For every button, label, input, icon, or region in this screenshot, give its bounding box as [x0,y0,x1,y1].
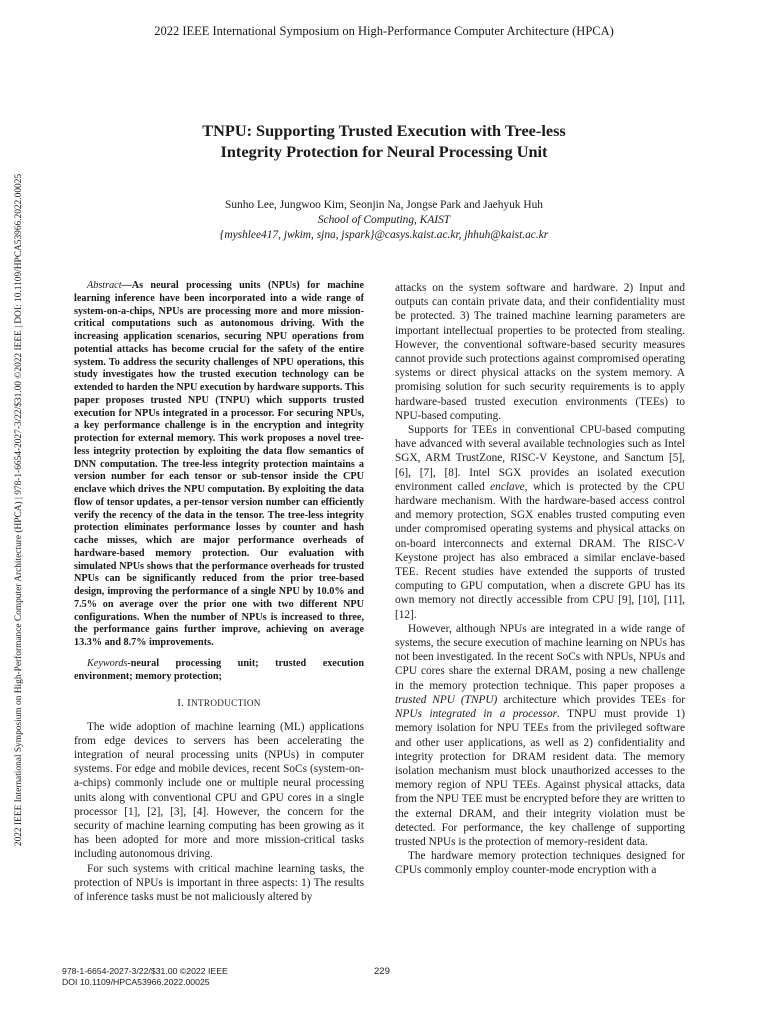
right-paragraph-3 [395,622,685,849]
text-span: , which is protected by the CPU hardware mechanism. With the hardware-based access control and memory protection, SGX enables trusted computing even under compromised operating systems and physical attacks on on-board interconnects and external DRAM. The RISC-V Keystone project has also embraced a similar enclave-based TEE. Recent studies have extended the supports of trusted computing to GPU computation, when a discrete GPU has its own memory not directly accessible from CPU [9], [10], [11], [12]. [395,480,685,621]
sidebar-text: 2022 IEEE International Symposium on High-Performance Computer Architecture (HPCA) | 978-1-6654-2027-3/22/$31.00 ©2022 IEEE | DOI: 10.1109/HPCA53966.2022.00025 [14,173,24,847]
paper-title [0,120,768,162]
affiliation: School of Computing, KAIST [317,214,451,226]
footer-copyright [62,966,228,988]
intro-paragraph-2: For such systems with critical machine learning tasks, the protection of NPUs is important in three aspects: 1) The results of inference tasks must be not maliciously altered by [74,862,364,904]
left-column [74,280,364,904]
footer-doi: DOI 10.1109/HPCA53966.2022.00025 [62,977,210,987]
right-paragraph-2 [395,423,685,622]
emphasis-integrated: NPUs integrated in a processor [395,708,557,721]
text-span: . TNPU must provide 1) memory isolation for NPU TEEs from the privileged software and other user applications, as well as 2) confidentiality and integrity protection for DRAM resident data. The memory isolation mechanism must block unauthorized accesses to the memory region of NPU TEEs. Against physical attacks, data from the NPU TEE must be encrypted before they are written to the external DRAM, and their integrity violation must be detected. For performance, the key challenge of supporting trusted NPUs is the protection of memory-resident data. [395,708,686,848]
page-number: 229 [374,966,390,977]
section-title-rest: NTRODUCTION [191,698,261,709]
section-number: I. [177,697,185,710]
text-span: Supports for TEEs in conventional CPU-based computing have advanced with several available technologies such as Intel SGX, ARM TrustZone, RISC-V Keystone, and Sanctum [5], [6], [7], [8]. Intel SGX provides an isolated execution environment called [395,424,685,493]
section-heading-introduction [74,697,364,710]
title-line-2: Integrity Protection for Neural Processing Unit [220,142,548,161]
intro-paragraph-1: The wide adoption of machine learning (ML) applications from edge devices to servers has been accelerating the integration of neural processing units (NPUs) in computer systems. For edge and mobile devices, recent SoCs (system-on-a-chips) commonly include one or multiple neural processing units along with conventional CPU and GPU cores in a single processor [1], [2], [3], [4]. However, the concern for the security of machine learning computing has been growing as it has been adopted for more and more mission-critical tasks including autonomous driving. [74,720,364,861]
footer-isbn: 978-1-6654-2027-3/22/$31.00 ©2022 IEEE [62,966,228,976]
emphasis-tnpu: trusted NPU (TNPU) [395,693,498,706]
conference-header: 2022 IEEE International Symposium on High-Performance Computer Architecture (HPCA) [154,24,614,38]
right-paragraph-1: attacks on the system software and hardware. 2) Input and outputs can contain private data, and their confidentiality must be protected. 3) The trained machine learning parameters are important intellectual properties to be protected from stealing. However, the conventional software-based security measures cannot provide such protections against compromised operating systems or direct physical attacks on the system memory. A promising solution for such security requirements is to apply hardware-based trusted execution environments (TEEs) to NPU-based computing. [395,282,685,422]
abstract-text: —As neural processing units (NPUs) for machine learning inference have been incorporated into a wide range of system-on-a-chips, NPUs are processing more and more mission-critical computations such as autonomous driving. With the increasing application scenarios, securing NPU operations from potential attacks has become crucial for the safety of the entire system. To address the security challenges of NPU operations, this study investigates how the trusted execution technology can be extended to harden the NPU execution by hardware supports. This paper proposes trusted NPU (TNPU) which supports trusted execution for NPUs integrated in a processor. For securing NPUs, a key performance challenge is in the encryption and integrity protection for external memory. This work proposes a novel tree-less integrity protection by exploiting the data flow semantics of DNN computation. The tree-less integrity protection maintains a version number for each tensor or sub-tensor inside the CPU enclave which drives the NPU computation. By exploiting the data flow of tensor updates, a per-tensor version number can efficiently verify the recency of the data in the tensor. The tree-less integrity protection eliminates performance losses by counter and hash cache misses, which are major performance overheads of hardware-based memory protection. Our evaluation with simulated NPUs shows that the performance overheads for trusted NPUs can be significantly reduced from the prior tree-based design, improving the performance of a single NPU by 10.0% and 7.5% on average over the prior one with two different NPU configurations. When the number of NPUs is increased to three, the performance gains further improve, achieving on average 13.3% and 8.7% improvements. [74,280,364,648]
keywords-text: -neural processing unit; trusted execution environment; memory protection; [74,657,364,682]
author-block [0,198,768,243]
abstract-label: Abstract [87,280,122,291]
author-names: Sunho Lee, Jungwoo Kim, Seonjin Na, Jongse Park and Jaehyuk Huh [225,199,543,211]
keywords-label: Keywords [87,657,128,669]
abstract [74,280,364,650]
text-span: However, although NPUs are integrated in a wide range of systems, the secure execution of machine learning on NPUs has not been investigated. In the recent SoCs with NPUs, NPUs and CPU cores share the external DRAM, posing a new challenge in the memory protection technique. This paper proposes a [395,622,685,692]
title-line-1: TNPU: Supporting Trusted Execution with Tree-less [202,121,566,140]
keywords [74,658,364,684]
section-initial: I [187,697,192,710]
author-emails: {myshlee417, jwkim, sjna, jspark}@casys.kaist.ac.kr, jhhuh@kaist.ac.kr [219,229,549,241]
right-paragraph-4: The hardware memory protection techniques designed for CPUs commonly employ counter-mode encryption with a [395,850,685,877]
doi-sidebar [14,138,28,882]
right-column [395,281,685,878]
emphasis-enclave: enclave [490,480,525,493]
text-span: architecture which provides TEEs for [497,693,685,706]
